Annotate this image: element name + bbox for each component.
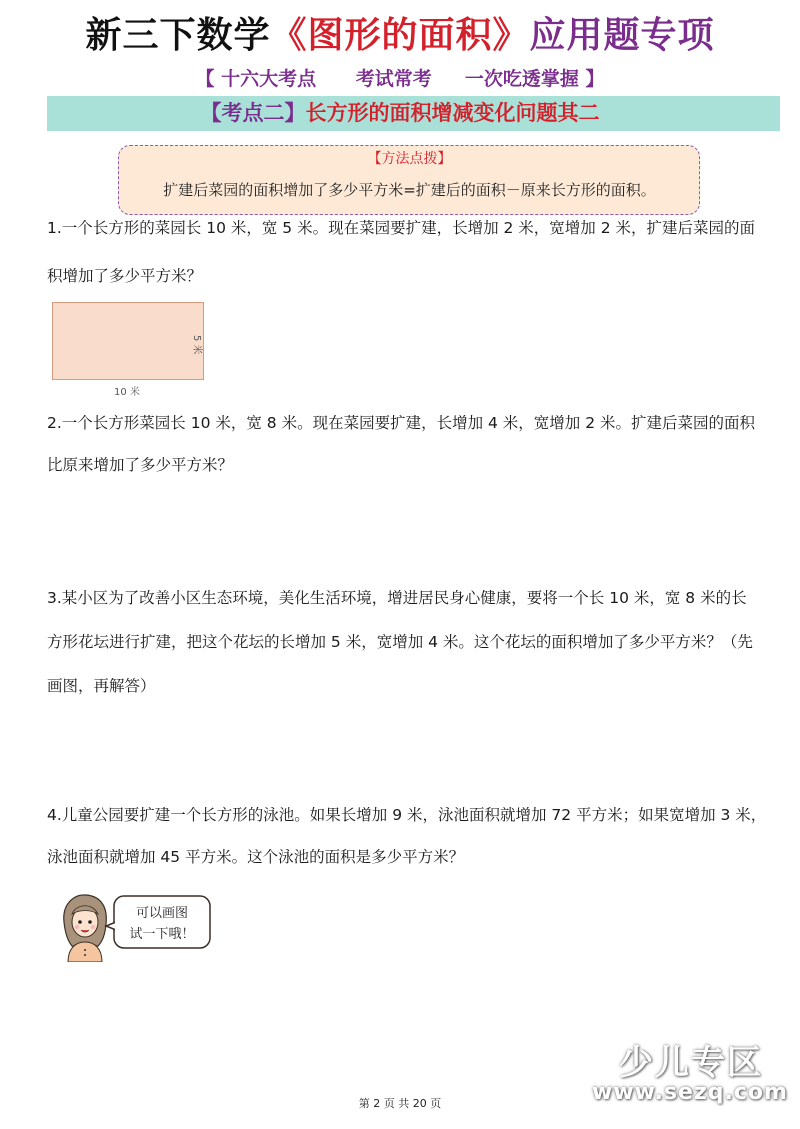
rectangle-figure xyxy=(52,302,204,380)
section-topic: 长方形的面积增减变化问题其二 xyxy=(305,101,600,125)
question-3-line-3: 画图，再解答） xyxy=(47,677,156,695)
question-3 xyxy=(47,579,792,705)
question-4 xyxy=(47,796,792,876)
method-tip-title: 【方法点拨】 xyxy=(367,151,452,167)
watermark-brand: 少儿专区 xyxy=(619,1043,763,1083)
question-1 xyxy=(47,209,792,295)
bubble-line-1: 可以画图 xyxy=(135,906,189,921)
question-4-line-2: 泳池面积就增加 45 平方米。这个泳池的面积是多少平方米？ xyxy=(47,848,465,866)
bubble-line-2: 试一下哦！ xyxy=(129,927,195,942)
section-label: 【考点二】 xyxy=(200,101,306,125)
title-book: 《图形的面积》 xyxy=(270,15,530,56)
figure-width-label: 10 米 xyxy=(114,387,140,398)
question-2-line-2: 比原来增加了多少平方米？ xyxy=(47,456,234,474)
page-number: 第 2 页 共 20 页 xyxy=(358,1097,442,1110)
question-4-line-1: 4.儿童公园要扩建一个长方形的泳池。如果长增加 9 米，泳池面积就增加 72 平方米；如果宽增加 3 米， xyxy=(47,806,767,824)
question-2-line-1: 2.一个长方形菜园长 10 米，宽 8 米。现在菜园要扩建，长增加 4 米，宽增加 2 米。扩建后菜园的面积 xyxy=(47,414,756,432)
section-heading xyxy=(0,96,800,131)
question-2 xyxy=(47,404,792,484)
figure-height-label: 5 米 xyxy=(191,335,202,355)
watermark-url: www.sezq.com xyxy=(592,1080,788,1105)
page-title xyxy=(0,8,800,64)
title-prefix: 新三下数学 xyxy=(85,15,271,56)
question-3-line-1: 3.某小区为了改善小区生态环境，美化生活环境，增进居民身心健康，要将一个长 10 米，宽 8 米的长 xyxy=(47,589,747,607)
title-suffix: 应用题专项 xyxy=(529,15,715,56)
teacher-illustration xyxy=(58,892,218,962)
question-1-line-1: 1.一个长方形的菜园长 10 米，宽 5 米。现在菜园要扩建，长增加 2 米，宽增加 2 米，扩建后菜园的面 xyxy=(47,219,756,237)
question-3-line-2: 方形花坛进行扩建，把这个花坛的长增加 5 米，宽增加 4 米。这个花坛的面积增加了多少平方米？（先 xyxy=(47,633,753,651)
page-subtitle: 【 十六大考点 考试常考 一次吃透掌握 】 xyxy=(195,68,605,90)
teacher-icon xyxy=(58,892,218,962)
question-1-line-2: 积增加了多少平方米？ xyxy=(47,267,203,285)
method-tip-body: 扩建后菜园的面积增加了多少平方米=扩建后的面积－原来长方形的面积。 xyxy=(163,181,656,199)
